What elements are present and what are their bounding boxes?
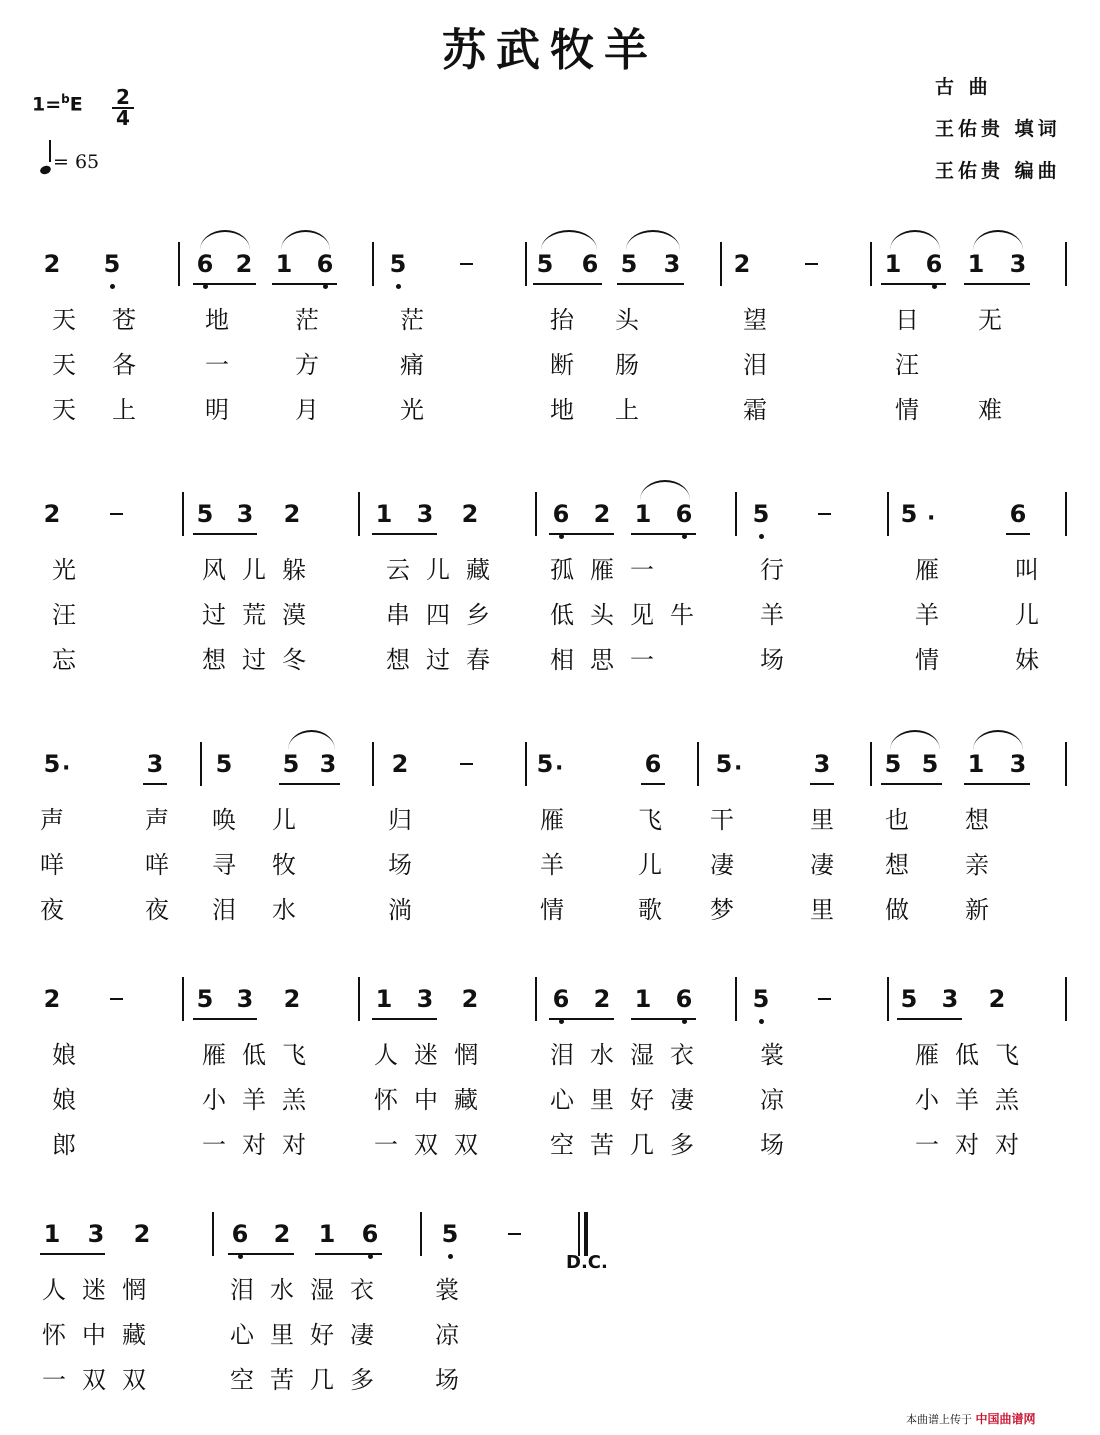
lyric-syllable: 也	[885, 806, 909, 834]
barline	[212, 1212, 214, 1256]
lyric-syllable: 茫	[400, 306, 424, 334]
barline	[182, 492, 184, 536]
lyric-syllable: 场	[760, 1131, 784, 1159]
lyric-syllable: 望	[743, 306, 767, 334]
lyric-syllable: 儿	[638, 851, 662, 879]
note: 5	[196, 500, 214, 528]
beam-underline	[193, 533, 257, 535]
lyric-syllable: 郎	[52, 1131, 76, 1159]
lyric-syllable: 天	[52, 306, 76, 334]
lyric-syllable: 串四乡	[386, 601, 506, 629]
note: 3	[941, 985, 959, 1013]
note: 5	[536, 250, 554, 278]
lyric-syllable: 里	[810, 806, 834, 834]
lyric-syllable: 情	[895, 396, 919, 424]
octave-dot-below	[110, 284, 115, 289]
barline	[870, 742, 872, 786]
lyric-syllable: 月	[295, 396, 319, 424]
lyric-syllable: 小羊羔	[915, 1086, 1035, 1114]
note: 6	[549, 985, 573, 1013]
lyric-syllable: 相思一	[550, 646, 670, 674]
lyric-syllable: 夜	[40, 896, 64, 924]
lyric-syllable: 做	[885, 896, 909, 924]
lyric-syllable: 妹	[1015, 646, 1039, 674]
lyric-syllable: 儿	[272, 806, 296, 834]
note: 1	[43, 1220, 61, 1248]
credit-lyricist: 王佑贵 填词	[935, 118, 1061, 140]
note: 2	[43, 250, 61, 278]
barline	[372, 242, 374, 286]
barline	[358, 977, 360, 1021]
barline	[887, 977, 889, 1021]
lyric-syllable: 咩	[145, 851, 169, 879]
note: 2	[461, 500, 479, 528]
note: 2	[273, 1220, 291, 1248]
augmentation-dot: ·	[62, 756, 71, 781]
beam-underline	[881, 283, 946, 285]
note: 3	[319, 750, 337, 778]
note: 5	[900, 500, 918, 528]
lyric-syllable: 唤	[212, 806, 236, 834]
lyric-syllable: 雁	[540, 806, 564, 834]
slur-arc	[973, 230, 1023, 250]
barline	[525, 242, 527, 286]
beam-underline	[641, 783, 665, 785]
lyric-syllable: 抬	[550, 306, 574, 334]
lyric-syllable: 情	[915, 646, 939, 674]
note: 2	[988, 985, 1006, 1013]
lyric-syllable: 想	[965, 806, 989, 834]
lyric-syllable: 痛	[400, 351, 424, 379]
lyric-syllable: 凄	[710, 851, 734, 879]
lyric-syllable: 孤雁一	[550, 556, 670, 584]
barline	[200, 742, 202, 786]
note: 1	[967, 750, 985, 778]
note: 5	[215, 750, 233, 778]
lyric-syllable: 羊	[540, 851, 564, 879]
lyric-syllable: 明	[205, 396, 229, 424]
note: 2	[391, 750, 409, 778]
beam-underline	[228, 1253, 294, 1255]
sustain-dash	[818, 513, 831, 515]
lyric-syllable: 肠	[615, 351, 639, 379]
tempo-marking: = 65	[40, 146, 99, 173]
note: 2	[133, 1220, 151, 1248]
credit-arranger: 王佑贵 编曲	[935, 160, 1061, 182]
barline	[870, 242, 872, 286]
note: 2	[461, 985, 479, 1013]
note: 2	[593, 985, 611, 1013]
beam-underline	[533, 283, 602, 285]
sustain-dash	[110, 998, 123, 1000]
lyric-syllable: 霜	[743, 396, 767, 424]
barline	[535, 977, 537, 1021]
note: 6	[193, 250, 217, 278]
note: 5	[921, 750, 939, 778]
note: 3	[1009, 250, 1027, 278]
barline	[182, 977, 184, 1021]
beam-underline	[279, 783, 340, 785]
lyric-syllable: 上	[112, 396, 136, 424]
lyric-syllable: 天	[52, 351, 76, 379]
note: 6	[644, 750, 662, 778]
lyric-syllable: 上	[615, 396, 639, 424]
note: 3	[236, 500, 254, 528]
lyric-syllable: 儿	[1015, 601, 1039, 629]
lyric-syllable: 泪水湿衣	[230, 1276, 390, 1304]
beam-underline	[617, 283, 684, 285]
lyric-syllable: 人迷惘	[42, 1276, 162, 1304]
note: 3	[87, 1220, 105, 1248]
octave-dot-below	[759, 1019, 764, 1024]
lyric-syllable: 寻	[212, 851, 236, 879]
lyric-syllable: 裳	[760, 1041, 784, 1069]
sustain-dash	[818, 998, 831, 1000]
lyric-syllable: 一双双	[374, 1131, 494, 1159]
slur-arc	[890, 230, 940, 250]
lyric-syllable: 叫	[1015, 556, 1039, 584]
lyric-syllable: 咩	[40, 851, 64, 879]
lyric-syllable: 想	[885, 851, 909, 879]
lyric-syllable: 空苦几多	[230, 1366, 390, 1394]
beam-underline	[193, 1018, 257, 1020]
slur-arc	[281, 230, 330, 250]
beam-underline	[631, 533, 696, 535]
lyric-syllable: 低头见牛	[550, 601, 710, 629]
note: 3	[663, 250, 681, 278]
key-signature: 1=$^b$E	[32, 92, 83, 116]
octave-dot-below	[396, 284, 401, 289]
note: 6	[549, 500, 573, 528]
note: 5	[715, 750, 733, 778]
lyric-syllable: 行	[760, 556, 784, 584]
slur-arc	[288, 730, 335, 750]
barline	[584, 1212, 588, 1256]
lyric-syllable: 声	[40, 806, 64, 834]
note: 5	[100, 250, 124, 278]
lyric-syllable: 泪	[743, 351, 767, 379]
lyric-syllable: 苍	[112, 306, 136, 334]
lyric-syllable: 羊	[915, 601, 939, 629]
lyric-syllable: 各	[112, 351, 136, 379]
lyric-syllable: 空苦几多	[550, 1131, 710, 1159]
note: 6	[358, 1220, 382, 1248]
beam-underline	[1006, 533, 1030, 535]
lyric-syllable: 娘	[52, 1041, 76, 1069]
beam-underline	[143, 783, 167, 785]
lyric-syllable: 场	[760, 646, 784, 674]
beam-underline	[631, 1018, 696, 1020]
lyric-syllable: 歌	[638, 896, 662, 924]
credit-origin: 古 曲	[935, 76, 992, 98]
lyric-syllable: 雁低飞	[915, 1041, 1035, 1069]
lyric-syllable: 想过春	[386, 646, 506, 674]
beam-underline	[272, 283, 337, 285]
note: 6	[313, 250, 337, 278]
note: 1	[884, 250, 902, 278]
note: 2	[43, 985, 61, 1013]
note: 6	[672, 985, 696, 1013]
note: 1	[375, 985, 393, 1013]
lyric-syllable: 忘	[52, 646, 76, 674]
sustain-dash	[508, 1233, 521, 1235]
lyric-syllable: 羊	[760, 601, 784, 629]
note: 5	[884, 750, 902, 778]
note: 6	[581, 250, 599, 278]
barline	[1065, 977, 1067, 1021]
beam-underline	[964, 783, 1030, 785]
lyric-syllable: 汪	[895, 351, 919, 379]
note: 6	[922, 250, 946, 278]
slur-arc	[973, 730, 1023, 750]
note: 5	[620, 250, 638, 278]
lyric-syllable: 想过冬	[202, 646, 322, 674]
note: 1	[318, 1220, 336, 1248]
dc-mark: D.C.	[566, 1252, 608, 1273]
note: 6	[1009, 500, 1027, 528]
lyric-syllable: 梦	[710, 896, 734, 924]
beam-underline	[549, 1018, 614, 1020]
note: 2	[283, 500, 301, 528]
slur-arc	[640, 480, 690, 500]
barline	[358, 492, 360, 536]
note: 6	[228, 1220, 252, 1248]
beam-underline	[315, 1253, 382, 1255]
lyric-syllable: 过荒漠	[202, 601, 322, 629]
lyric-syllable: 地	[550, 396, 574, 424]
augmentation-dot: ·	[734, 756, 743, 781]
lyric-syllable: 方	[295, 351, 319, 379]
note: 5	[438, 1220, 462, 1248]
note: 2	[733, 250, 751, 278]
note: 5	[749, 500, 773, 528]
note: 5	[43, 750, 61, 778]
note: 1	[275, 250, 293, 278]
lyric-syllable: 归	[388, 806, 412, 834]
lyric-syllable: 云儿藏	[386, 556, 506, 584]
slur-arc	[890, 730, 940, 750]
lyric-syllable: 飞	[638, 806, 662, 834]
lyric-syllable: 场	[388, 851, 412, 879]
lyric-syllable: 茫	[295, 306, 319, 334]
barline	[735, 492, 737, 536]
barline	[720, 242, 722, 286]
barline	[697, 742, 699, 786]
beam-underline	[964, 283, 1030, 285]
note: 6	[672, 500, 696, 528]
time-signature: 2 4	[112, 88, 134, 128]
beam-underline	[193, 283, 256, 285]
slur-arc	[626, 230, 680, 250]
lyric-syllable: 淌	[388, 896, 412, 924]
lyric-syllable: 雁	[915, 556, 939, 584]
barline	[887, 492, 889, 536]
beam-underline	[40, 1253, 105, 1255]
note: 5	[196, 985, 214, 1013]
augmentation-dot: ·	[555, 756, 564, 781]
lyric-syllable: 无	[978, 306, 1002, 334]
beam-underline	[549, 533, 614, 535]
lyric-syllable: 怀中藏	[374, 1086, 494, 1114]
lyric-syllable: 泪	[212, 896, 236, 924]
lyric-syllable: 难	[978, 396, 1002, 424]
slur-arc	[541, 230, 597, 250]
lyric-syllable: 怀中藏	[42, 1321, 162, 1349]
note: 5	[749, 985, 773, 1013]
beam-underline	[897, 1018, 962, 1020]
barline	[525, 742, 527, 786]
lyric-syllable: 光	[52, 556, 76, 584]
lyric-syllable: 牧	[272, 851, 296, 879]
lyric-syllable: 一对对	[202, 1131, 322, 1159]
beam-underline	[372, 533, 437, 535]
lyric-syllable: 小羊羔	[202, 1086, 322, 1114]
note: 3	[146, 750, 164, 778]
note: 3	[813, 750, 831, 778]
barline	[178, 242, 180, 286]
note: 2	[43, 500, 61, 528]
note: 5	[536, 750, 554, 778]
lyric-syllable: 泪水湿衣	[550, 1041, 710, 1069]
lyric-syllable: 天	[52, 396, 76, 424]
note: 3	[416, 500, 434, 528]
note: 5	[900, 985, 918, 1013]
page-title: 苏武牧羊	[442, 25, 658, 76]
sustain-dash	[805, 263, 818, 265]
lyric-syllable: 干	[710, 806, 734, 834]
note: 3	[236, 985, 254, 1013]
lyric-syllable: 凉	[435, 1321, 459, 1349]
footer-credit: 本曲谱上传于 中国曲谱网	[906, 1412, 1036, 1426]
note: 1	[375, 500, 393, 528]
lyric-syllable: 水	[272, 896, 296, 924]
octave-dot-below	[448, 1254, 453, 1259]
barline	[578, 1212, 580, 1256]
slur-arc	[200, 230, 250, 250]
lyric-syllable: 光	[400, 396, 424, 424]
lyric-syllable: 人迷惘	[374, 1041, 494, 1069]
octave-dot-below	[759, 534, 764, 539]
lyric-syllable: 凄	[810, 851, 834, 879]
lyric-syllable: 娘	[52, 1086, 76, 1114]
barline	[1065, 492, 1067, 536]
beam-underline	[881, 783, 942, 785]
lyric-syllable: 心里好凄	[550, 1086, 710, 1114]
augmentation-dot: ·	[927, 506, 936, 531]
lyric-syllable: 汪	[52, 601, 76, 629]
lyric-syllable: 声	[145, 806, 169, 834]
lyric-syllable: 断	[550, 351, 574, 379]
note: 3	[1009, 750, 1027, 778]
lyric-syllable: 凉	[760, 1086, 784, 1114]
barline	[735, 977, 737, 1021]
sustain-dash	[460, 263, 473, 265]
barline	[372, 742, 374, 786]
note: 2	[235, 250, 253, 278]
note: 3	[416, 985, 434, 1013]
barline	[1065, 742, 1067, 786]
lyric-syllable: 新	[965, 896, 989, 924]
note: 1	[634, 500, 652, 528]
lyric-syllable: 一	[205, 351, 229, 379]
sustain-dash	[460, 763, 473, 765]
lyric-syllable: 心里好凄	[230, 1321, 390, 1349]
note: 5	[386, 250, 410, 278]
lyric-syllable: 亲	[965, 851, 989, 879]
lyric-syllable: 地	[205, 306, 229, 334]
beam-underline	[810, 783, 834, 785]
lyric-syllable: 夜	[145, 896, 169, 924]
barline	[420, 1212, 422, 1256]
note: 2	[283, 985, 301, 1013]
note: 1	[967, 250, 985, 278]
lyric-syllable: 场	[435, 1366, 459, 1394]
notation-row	[0, 1220, 1100, 1280]
note: 5	[282, 750, 300, 778]
lyric-syllable: 日	[895, 306, 919, 334]
lyric-syllable: 一对对	[915, 1131, 1035, 1159]
lyric-syllable: 风儿躲	[202, 556, 322, 584]
beam-underline	[372, 1018, 437, 1020]
lyric-syllable: 雁低飞	[202, 1041, 322, 1069]
lyric-syllable: 裳	[435, 1276, 459, 1304]
barline	[535, 492, 537, 536]
sustain-dash	[110, 513, 123, 515]
quarter-note-icon	[39, 164, 52, 175]
note: 1	[634, 985, 652, 1013]
lyric-syllable: 里	[810, 896, 834, 924]
note: 2	[593, 500, 611, 528]
barline	[1065, 242, 1067, 286]
lyric-syllable: 情	[540, 896, 564, 924]
lyric-syllable: 一双双	[42, 1366, 162, 1394]
lyric-syllable: 头	[615, 306, 639, 334]
